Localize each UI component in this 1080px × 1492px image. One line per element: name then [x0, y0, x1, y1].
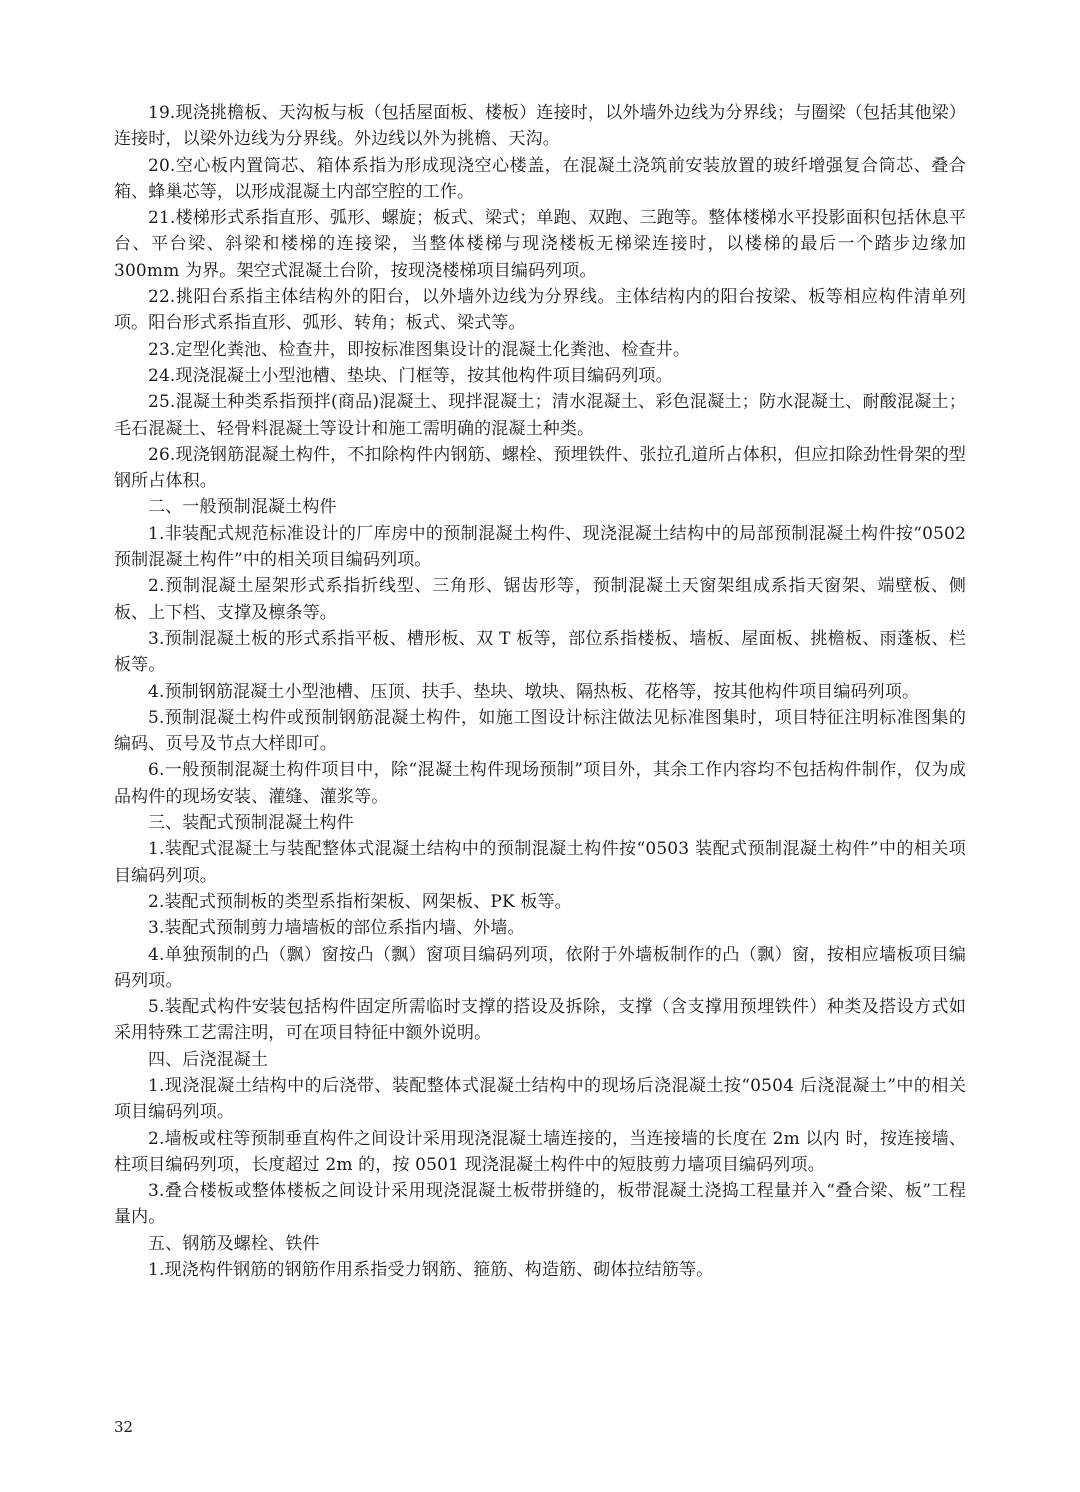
paragraph-s5-1: 1.现浇构件钢筋的钢筋作用系指受力钢筋、箍筋、构造筋、砌体拉结筋等。	[148, 1260, 714, 1281]
section-heading-3: 三、装配式预制混凝土构件	[148, 813, 354, 834]
paragraph-s2-4: 4.预制钢筋混凝土小型池槽、压顶、扶手、垫块、墩块、隔热板、花格等，按其他构件项目编码列项。	[148, 681, 920, 702]
document-page	[114, 100, 966, 1283]
paragraph-22: 22.挑阳台系指主体结构外的阳台，以外墙外边线为分界线。主体结构内的阳台按梁、板等相应构件清单列项。阳台形式系指直形、弧形、转角；板式、梁式等。	[114, 287, 966, 334]
paragraph-19: 19.现浇挑檐板、天沟板与板（包括屋面板、楼板）连接时，以外墙外边线为分界线；与圈梁（包括其他梁）连接时，以梁外边线为分界线。外边线以外为挑檐、天沟。	[114, 103, 966, 150]
paragraph-s2-6: 6.一般预制混凝土构件项目中，除“混凝土构件现场预制”项目外，其余工作内容均不包括构件制作，仅为成品构件的现场安装、灌缝、灌浆等。	[114, 760, 966, 807]
paragraph-21: 21.楼梯形式系指直形、弧形、螺旋；板式、梁式；单跑、双跑、三跑等。整体楼梯水平投影面积包括休息平台、平台梁、斜梁和楼梯的连接梁，当整体楼梯与现浇楼板无梯梁连接时，以楼梯的最后一个踏步边缘加 300mm 为界。架空式混凝土台阶，按现浇楼梯项目编码列项。	[114, 208, 966, 281]
paragraph-s3-3: 3.装配式预制剪力墙墙板的部位系指内墙、外墙。	[148, 918, 525, 939]
paragraph-s3-4: 4.单独预制的凸（飘）窗按凸（飘）窗项目编码列项，依附于外墙板制作的凸（飘）窗，按相应墙板项目编码列项。	[114, 944, 966, 991]
paragraph-s3-5: 5.装配式构件安装包括构件固定所需临时支撑的搭设及拆除，支撑（含支撑用预埋铁件）种类及搭设方式如采用特殊工艺需注明，可在项目特征中额外说明。	[114, 997, 966, 1044]
section-heading-2: 二、一般预制混凝土构件	[148, 497, 337, 518]
paragraph-20: 20.空心板内置筒芯、箱体系指为形成现浇空心楼盖，在混凝土浇筑前安装放置的玻纤增强复合筒芯、叠合箱、蜂巢芯等，以形成混凝土内部空腔的工作。	[114, 155, 966, 202]
section-heading-4: 四、后浇混凝土	[148, 1049, 269, 1070]
paragraph-24: 24.现浇混凝土小型池槽、垫块、门框等，按其他构件项目编码列项。	[148, 365, 673, 386]
paragraph-25: 25.混凝土种类系指预拌(商品)混凝土、现拌混凝土；清水混凝土、彩色混凝土；防水混凝土、耐酸混凝土；毛石混凝土、轻骨料混凝土等设计和施工需明确的混凝土种类。	[114, 392, 966, 439]
paragraph-s3-2: 2.装配式预制板的类型系指桁架板、网架板、PK 板等。	[148, 891, 572, 912]
paragraph-s2-3: 3.预制混凝土板的形式系指平板、槽形板、双 T 板等，部位系指楼板、墙板、屋面板、挑檐板、雨蓬板、栏板等。	[114, 628, 966, 676]
paragraph-23: 23.定型化粪池、检查井，即按标准图集设计的混凝土化粪池、检查井。	[148, 339, 690, 360]
paragraph-s4-1: 1.现浇混凝土结构中的后浇带、装配整体式混凝土结构中的现场后浇混凝土按“0504 后浇混凝土”中的相关项目编码列项。	[114, 1075, 966, 1123]
paragraph-s2-1: 1.非装配式规范标准设计的厂库房中的预制混凝土构件、现浇混凝土结构中的局部预制混凝土构件按“0502 预制混凝土构件”中的相关项目编码列项。	[114, 523, 966, 571]
page-number: 32	[114, 1418, 134, 1436]
paragraph-s4-2: 2.墙板或柱等预制垂直构件之间设计采用现浇混凝土墙连接的，当连接墙的长度在 2m 以内 时，按连接墙、柱项目编码列项，长度超过 2m 的，按 0501 现浇混凝土构件中的短肢剪力墙项目编码列项。	[114, 1128, 966, 1175]
paragraph-26: 26.现浇钢筋混凝土构件，不扣除构件内钢筋、螺栓、预埋铁件、张拉孔道所占体积，但应扣除劲性骨架的型钢所占体积。	[114, 444, 966, 492]
paragraph-s4-3: 3.叠合楼板或整体楼板之间设计采用现浇混凝土板带拼缝的，板带混凝土浇捣工程量并入“叠合梁、板”工程量内。	[114, 1181, 966, 1228]
section-heading-5: 五、钢筋及螺栓、铁件	[148, 1233, 320, 1254]
paragraph-s2-5: 5.预制混凝土构件或预制钢筋混凝土构件，如施工图设计标注做法见标准图集时，项目特征注明标准图集的编码、页号及节点大样即可。	[114, 707, 966, 755]
paragraph-s2-2: 2.预制混凝土屋架形式系指折线型、三角形、锯齿形等，预制混凝土天窗架组成系指天窗架、端壁板、侧板、上下档、支撑及檩条等。	[114, 576, 966, 623]
paragraph-s3-1: 1.装配式混凝土与装配整体式混凝土结构中的预制混凝土构件按“0503 装配式预制混凝土构件”中的相关项目编码列项。	[114, 839, 966, 886]
